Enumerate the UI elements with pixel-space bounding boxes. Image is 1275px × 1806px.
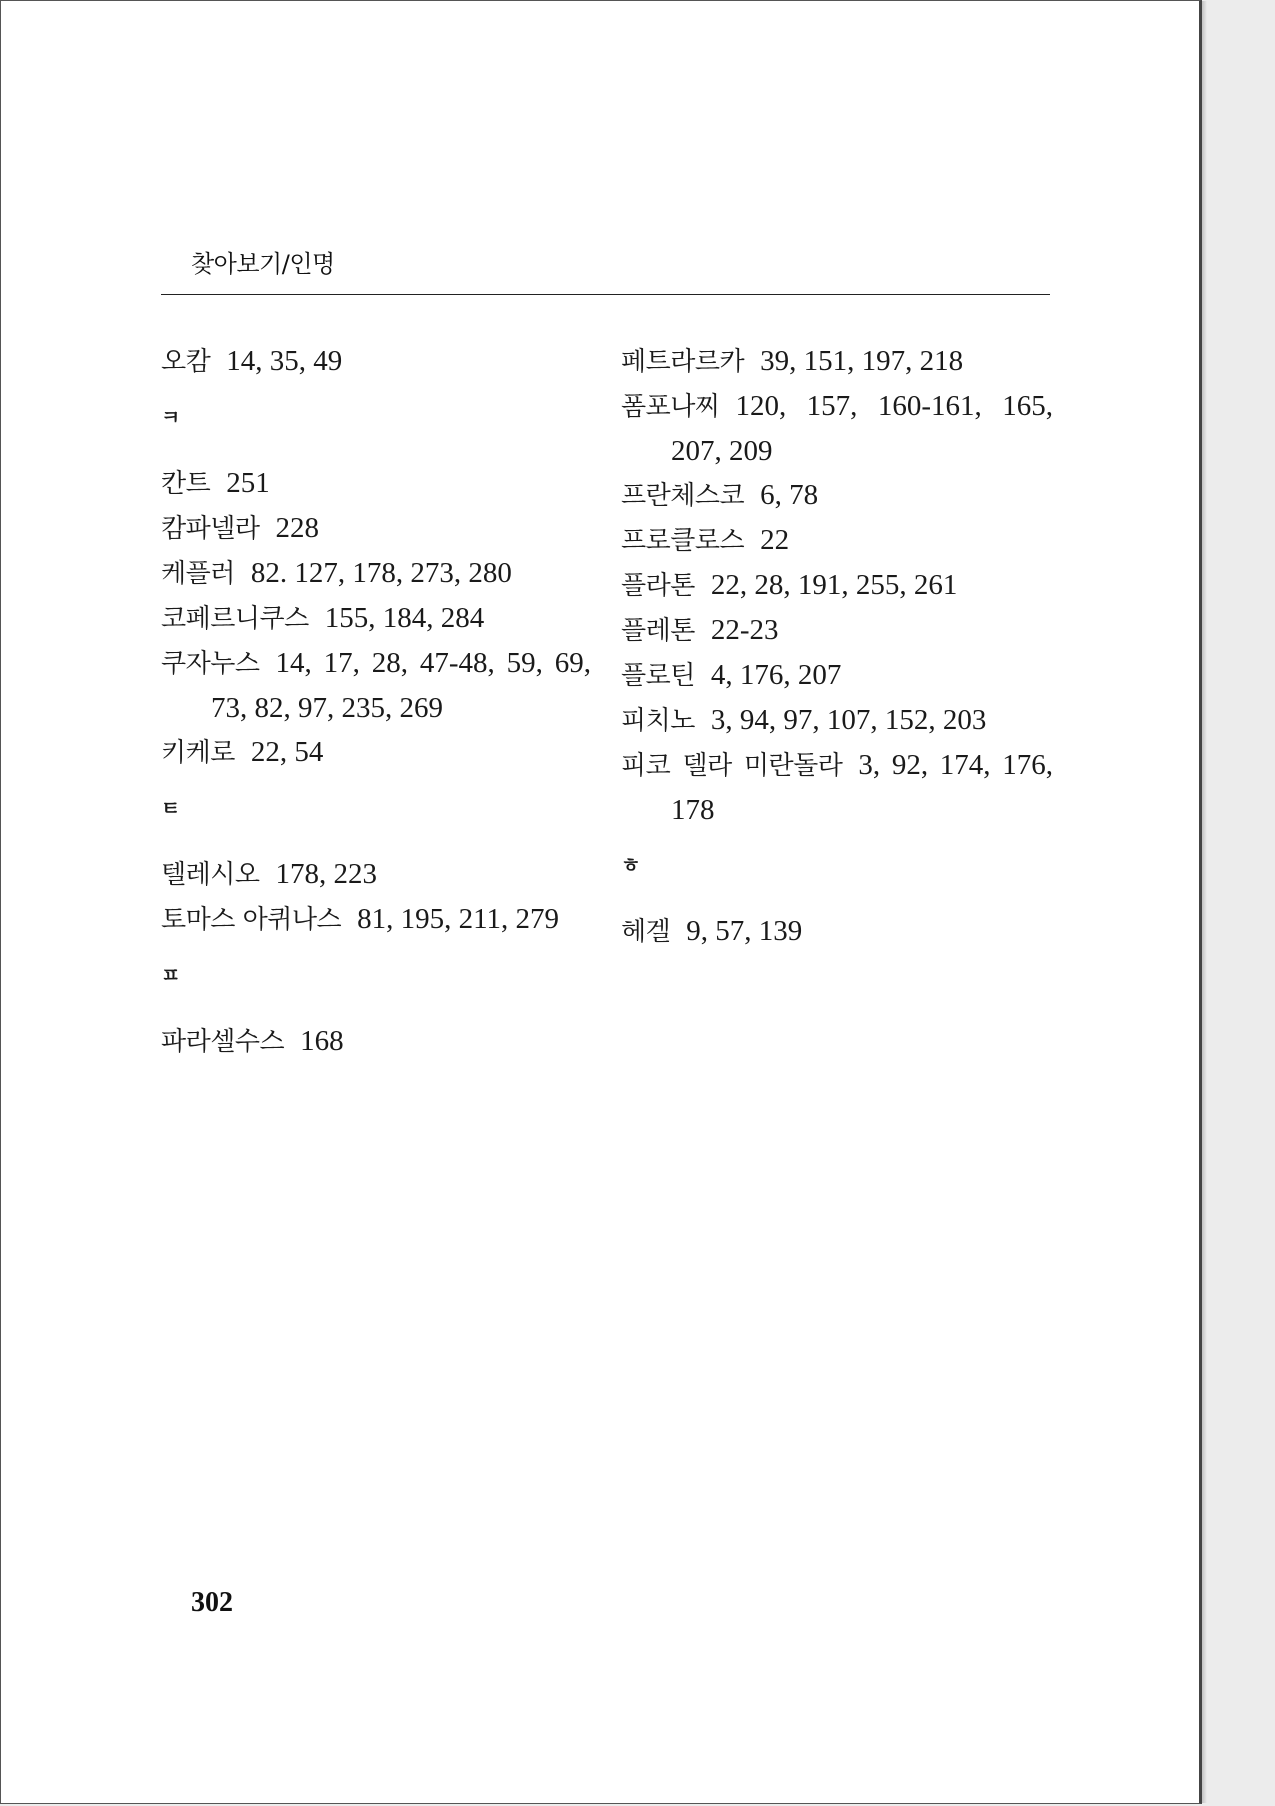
index-entry: [161, 641, 591, 730]
index-entry-pages: 14, 35, 49: [226, 345, 343, 377]
index-entry-pages: 22-23: [710, 614, 779, 646]
index-column-right: [621, 339, 1053, 954]
index-entry-name: 쿠자누스: [161, 649, 260, 679]
index-letter-heading: ㅌ: [161, 796, 181, 820]
index-entry-pages: 4, 176, 207: [710, 659, 842, 691]
index-entry-name: 플레톤: [621, 616, 695, 646]
index-entry: [621, 473, 1053, 518]
index-entry-name: 키케로: [161, 738, 235, 768]
index-entry: [161, 339, 591, 384]
index-entry: [621, 743, 1053, 832]
page-number: 302: [191, 1587, 233, 1618]
index-entry-name: 피치노: [621, 706, 695, 736]
index-entry: [621, 608, 1053, 653]
index-entry: [621, 698, 1053, 743]
index-letter-heading: ㅎ: [621, 853, 641, 877]
index-entry: [161, 897, 591, 942]
index-entry-name: 프로클로스: [621, 526, 745, 556]
index-entry-pages: 168: [300, 1025, 344, 1057]
index-entry-pages: 120, 157, 160-161, 165, 207, 209: [671, 390, 1053, 467]
index-entry-name: 페트라르카: [621, 347, 745, 377]
index-entry-pages: 178, 223: [275, 858, 377, 890]
index-entry: [621, 339, 1053, 384]
index-entry: [621, 909, 1053, 954]
index-entry-name: 플로틴: [621, 661, 695, 691]
index-entry-pages: 3, 92, 174, 176, 178: [671, 749, 1053, 826]
index-entry-name: 칸트: [161, 469, 211, 499]
index-column-left: [161, 339, 591, 1064]
index-entry: [161, 1019, 591, 1064]
index-entry: [161, 852, 591, 897]
index-entry-pages: 155, 184, 284: [324, 602, 485, 634]
index-entry-name: 피코 델라 미란돌라: [621, 751, 843, 781]
index-entry: [621, 653, 1053, 698]
index-entry-pages: 81, 195, 211, 279: [357, 903, 560, 935]
index-entry-name: 케플러: [161, 559, 235, 589]
index-entry-pages: 22, 54: [250, 736, 324, 768]
index-entry: [621, 563, 1053, 608]
index-entry: [621, 384, 1053, 473]
index-entry-name: 플라톤: [621, 571, 695, 601]
index-entry-name: 코페르니쿠스: [161, 604, 309, 634]
index-entry-name: 텔레시오: [161, 860, 260, 890]
index-entry: [161, 551, 591, 596]
index-entry: [161, 596, 591, 641]
index-entry-pages: 22: [760, 524, 790, 556]
index-entry-pages: 14, 17, 28, 47-48, 59, 69, 73, 82, 97, 235, 269: [211, 647, 591, 724]
index-entry-pages: 82. 127, 178, 273, 280: [250, 557, 512, 589]
index-entry-pages: 22, 28, 191, 255, 261: [710, 569, 958, 601]
index-entry: [621, 518, 1053, 563]
index-entry-name: 토마스 아퀴나스: [161, 905, 342, 935]
index-letter-heading: ㅋ: [161, 405, 181, 429]
index-entry-pages: 3, 94, 97, 107, 152, 203: [710, 704, 987, 736]
header-rule: [161, 294, 1050, 295]
running-head: 찾아보기/인명: [191, 250, 335, 278]
index-entry: [161, 506, 591, 551]
index-entry-name: 오캄: [161, 347, 211, 377]
index-entry-pages: 251: [226, 467, 270, 499]
index-entry-name: 헤겔: [621, 917, 671, 947]
index-entry-name: 프란체스코: [621, 481, 745, 511]
index-entry-name: 파라셀수스: [161, 1027, 285, 1057]
index-entry: [161, 461, 591, 506]
index-entry-pages: 9, 57, 139: [686, 915, 803, 947]
index-entry-pages: 228: [275, 512, 319, 544]
index-entry-name: 캄파넬라: [161, 514, 260, 544]
index-entry: [161, 730, 591, 775]
index-entry-pages: 39, 151, 197, 218: [760, 345, 964, 377]
index-letter-heading: ㅍ: [161, 963, 181, 987]
index-entry-name: 폼포나찌: [621, 392, 720, 422]
index-entry-pages: 6, 78: [760, 479, 819, 511]
